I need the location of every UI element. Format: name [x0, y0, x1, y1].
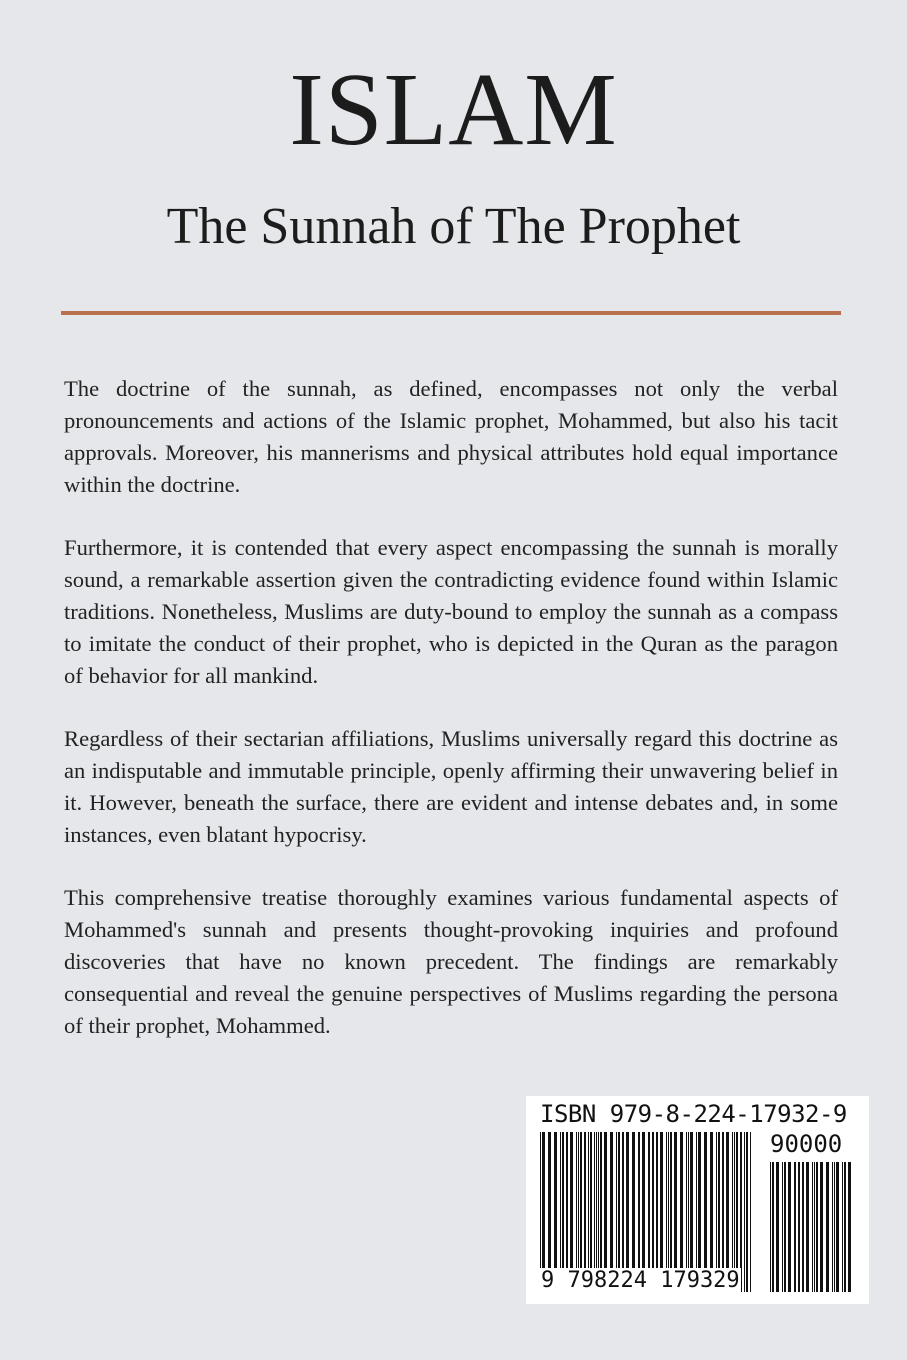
barcode-bar: [744, 1132, 745, 1292]
blurb-paragraph-2: Furthermore, it is contended that every aspect encompassing the sunnah is morally sound, a remarkable assertion given the contradicting evidence found within Islamic traditions. Nonetheless, Muslims are duty-bound to employ the sunnah as a compass to imitate the conduct of their prophet, who is depicted in the Quran as the paragon of behavior for all mankind.: [64, 535, 838, 688]
blurb-paragraph-4: This comprehensive treatise thoroughly examines various fundamental aspects of Mohammed's sunnah and presents thought-provoking inquiries and profound discoveries that have no known precedent. The findings are remarkably consequential and reveal the genuine perspectives of Muslims regarding the persona of their prophet, Mohammed.: [64, 885, 838, 1038]
barcode-bar: [802, 1162, 804, 1292]
barcode-bar: [788, 1162, 791, 1292]
book-subtitle: The Sunnah of The Prophet: [166, 198, 741, 255]
isbn-number: ISBN 979-8-224-17932-9: [540, 1100, 847, 1128]
barcode-bar: [820, 1162, 823, 1292]
blurb-paragraph-3: Regardless of their sectarian affiliations, Muslims universally regard this doctrine as an indisputable and immutable principle, openly affirming their unwavering belief in it. However, beneath the surface, there are evident and intense debates and, in some instances, even blatant hypocrisy.: [64, 726, 838, 847]
price-addon-code: 90000: [770, 1130, 843, 1158]
barcode-bar: [842, 1162, 843, 1292]
barcode-bar: [794, 1162, 796, 1292]
isbn-barcode: [526, 1096, 869, 1304]
barcode-bar: [816, 1162, 818, 1292]
barcode-bar: [746, 1132, 748, 1292]
blurb-paragraph-1: The doctrine of the sunnah, as defined, encompasses not only the verbal pronouncements and actions of the Islamic prophet, Mohammed, but also his tacit approvals. Moreover, his mannerisms and physical attributes hold equal importance within the doctrine.: [64, 376, 838, 497]
barcode-bar: [812, 1162, 813, 1292]
title-divider: [61, 311, 841, 315]
barcode-bar: [784, 1162, 786, 1292]
barcode-bar: [770, 1162, 771, 1292]
barcode-bar: [848, 1162, 851, 1292]
ean-digits: 9 798224 179329: [541, 1268, 740, 1293]
barcode-bar: [826, 1162, 829, 1292]
barcode-bar: [782, 1162, 783, 1292]
barcode-bar: [834, 1162, 835, 1292]
book-title: ISLAM: [289, 52, 618, 167]
back-cover-blurb: [64, 373, 838, 1073]
barcode-bar: [806, 1162, 809, 1292]
barcode-bar: [814, 1162, 815, 1292]
barcode-bar: [750, 1132, 751, 1292]
barcode-bar: [832, 1162, 833, 1292]
barcode-bar: [798, 1162, 800, 1292]
barcode-bar: [776, 1162, 779, 1292]
barcode-bar: [836, 1162, 839, 1292]
barcode-bar: [772, 1162, 774, 1292]
barcode-bar: [844, 1162, 846, 1292]
